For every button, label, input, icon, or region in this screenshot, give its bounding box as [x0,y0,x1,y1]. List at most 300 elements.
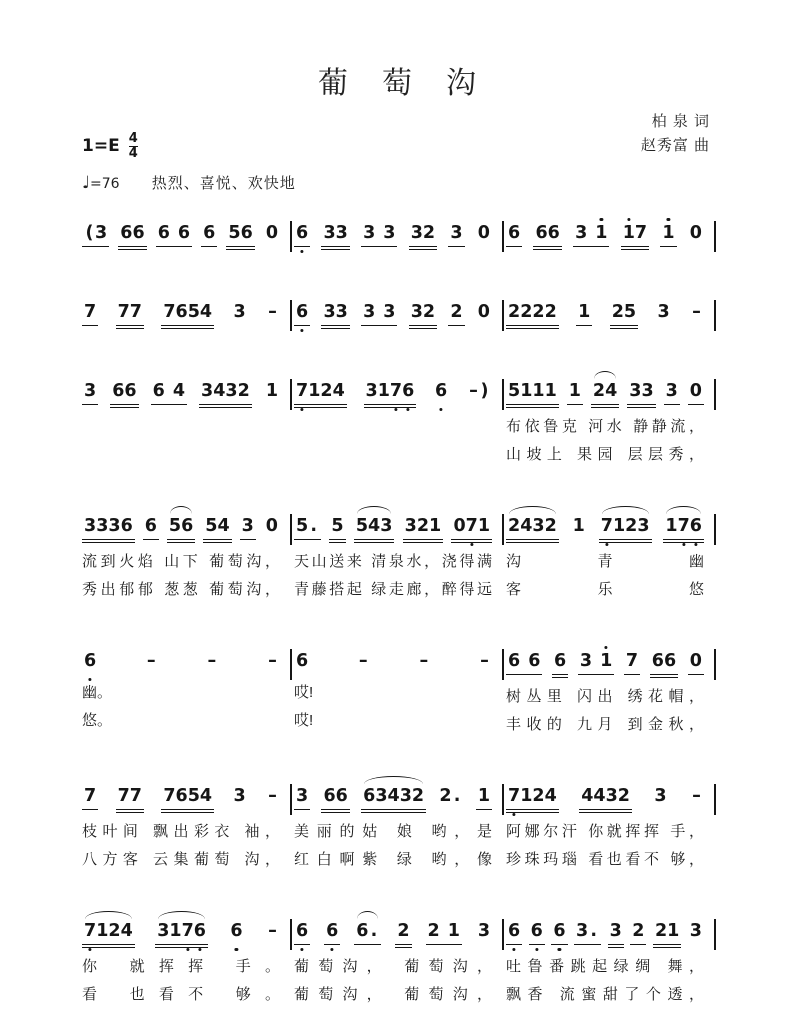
note-group [264,515,280,539]
note: 7 [677,516,690,536]
measure [80,906,290,1009]
barline [714,784,716,815]
note: 6 [435,381,448,401]
note: 2 [439,786,452,806]
note-group [82,920,135,948]
note: 1 [568,381,581,401]
note-group [228,920,244,944]
system-line-3 [80,366,716,469]
note-group [110,380,138,408]
note-group [231,785,247,809]
note-group [204,650,219,674]
measure [80,501,290,604]
note-group [621,222,649,250]
note-group [506,650,542,675]
note: 4 [213,381,226,401]
note: 3 [84,381,97,401]
note: 6 [175,786,188,806]
note-group [506,785,559,813]
note-group [82,785,98,810]
note-group [82,380,98,405]
note-group [627,380,655,408]
measure [292,208,502,255]
note: . [590,921,597,941]
measure [80,287,290,334]
note: 5 [187,302,200,322]
note-group [240,515,256,540]
note: 6 [296,223,309,243]
note: 4 [520,516,533,536]
lyric-line: 丰收的 九月 到金秋， [506,716,704,733]
note: 7 [129,786,142,806]
note-group [203,515,231,543]
note-group [451,515,492,543]
note: 7 [84,786,97,806]
note: 7 [163,302,176,322]
note: 6 [175,302,188,322]
note: 7 [84,921,97,941]
lyric-line: 阿娜尔汗 你就挥挥 手， [506,823,704,840]
note-group [630,920,646,945]
note: 3 [605,786,618,806]
dash-note: – [268,921,277,941]
note-group [403,515,444,543]
lyricist-credit: 柏 泉 词 [651,113,710,130]
note: 2 [617,786,630,806]
note-group [265,301,280,325]
barline [714,379,716,410]
notes-row [80,287,290,334]
note-group [624,650,640,675]
meter-numerator: 4 [128,131,138,146]
note: 1 [520,786,533,806]
note-group [82,650,98,674]
note: 6 [689,516,702,536]
note: 3 [323,302,336,322]
notes-row [504,906,714,953]
note-group [199,380,252,408]
notes-row [80,208,290,255]
note: 7 [389,381,403,401]
note: 3 [532,516,545,536]
note-group [294,301,310,326]
note: 4 [387,786,400,806]
note: 3 [335,302,348,322]
note-group [608,920,624,948]
note-group [143,515,159,540]
rest-note: 0 [477,302,490,322]
note-group [466,380,492,404]
note: 3 [96,516,109,536]
lyric-line: 珍珠玛瑙 看也看不 够， [506,851,704,868]
dash-note: – [207,651,217,671]
note: 4 [544,786,557,806]
rest-note: 0 [453,516,466,536]
note: 3 [375,786,388,806]
note-group [82,222,109,247]
notes-row [292,366,502,413]
note-group [574,920,601,945]
lyric-line: 红白啊紫 绿 哟，像 [294,851,492,868]
note: 1 [595,223,608,243]
note: 3 [641,381,654,401]
note-group [576,301,592,326]
note: 1 [667,921,680,941]
note: 3 [579,651,593,671]
note: 3 [335,223,348,243]
note: 3 [241,516,254,536]
note: 4 [605,381,618,401]
note: 6 [296,921,309,941]
note-group [294,380,347,408]
note-group [321,785,349,813]
note-group [144,650,159,674]
note-group [151,380,187,405]
note-group [689,301,704,325]
dash-note: – [268,651,277,671]
note: 6 [112,381,125,401]
lyric-line: 八方客 云集葡萄 沟， [82,851,280,868]
note: 3 [399,786,412,806]
note-group [506,222,522,247]
note: 2 [237,381,250,401]
note-group [321,301,349,329]
lyric-line: 吐鲁番跳起绿绸 舞， [506,958,704,975]
note-group [571,515,587,539]
note: 7 [634,223,648,243]
note: 6 [335,786,348,806]
note: 3 [233,786,246,806]
note: 6 [530,921,543,941]
note: 4 [368,516,381,536]
notes-row [292,636,502,679]
note: 1 [612,516,626,536]
note: 5 [168,516,182,536]
note-group [476,301,492,325]
measure [504,208,714,255]
note: 4 [581,786,594,806]
note-group [118,222,146,250]
note-group [329,515,345,543]
note-group [321,222,349,250]
note: 6 [663,651,677,671]
tempo-marking [82,172,296,193]
note: 1 [578,302,591,322]
notes-row [292,906,502,953]
note: 6 [508,223,521,243]
note-group [155,920,208,948]
lyric-line: 布依鲁克 河水 静静流， [506,418,704,435]
notes-row [504,636,714,683]
dash-note: – [268,786,277,806]
note-group [116,301,144,329]
note: 3 [84,516,97,536]
note: 2 [544,516,557,536]
note: 7 [84,302,97,322]
rest-note: 0 [477,223,490,243]
note-group [664,380,680,405]
note: 2 [654,921,668,941]
barline [714,649,716,680]
note-group [294,920,310,945]
note: 3 [629,381,642,401]
note-group [201,222,217,247]
note: 6 [296,302,309,322]
notes-row [504,771,714,818]
note-group [361,301,397,326]
measure [80,771,290,874]
note: 3 [108,516,121,536]
note: 6 [528,651,541,671]
note-group [324,920,340,945]
note-group [506,515,559,543]
note-group [161,301,214,329]
lyric-line: 枝叶间 飘出彩衣 袖， [82,823,280,840]
note-group [294,650,310,674]
note: 1 [532,381,545,401]
note: 1 [665,516,678,536]
notes-row [504,366,714,413]
note: 1 [169,921,182,941]
note-group [409,301,437,329]
note: 7 [129,302,142,322]
note-group [655,301,671,325]
lyric-line [292,413,502,441]
lyric-line: 飘香 流蜜甜了个透， [506,986,704,1003]
note: 3 [450,223,463,243]
note-group [578,650,614,675]
note-group [226,222,254,250]
lyric-line: 葡萄沟， 葡萄沟， [294,986,492,1003]
note: 3 [689,921,702,941]
note: 3 [380,516,393,536]
measure [504,771,714,874]
note-group [448,301,464,326]
lyric-line: 哎! [294,712,314,729]
note: 6 [177,223,191,243]
note: 4 [199,302,213,322]
note: 5 [331,516,344,536]
note: 3 [654,786,667,806]
note: 2 [520,302,533,322]
note: 3 [95,223,108,243]
note-group [356,650,371,674]
note: 1 [377,381,390,401]
note-group [433,380,449,404]
note-group [294,222,310,247]
measure [504,366,714,469]
note: 2 [544,302,557,322]
notes-row [292,287,502,334]
note: 6 [326,921,339,941]
note: ( [85,223,94,243]
note-group [361,785,426,813]
note: 2 [532,786,545,806]
note-group [476,920,492,944]
note: 5 [187,786,200,806]
quarter-note-icon: ♩ [82,173,91,193]
time-signature [129,132,138,160]
dash-note: – [268,302,277,322]
note: 6 [120,223,133,243]
note-group [688,650,704,675]
note: 3 [383,223,396,243]
lyric-line: 天山送来 清泉水，浇得满 [294,553,492,570]
note: 2 [450,302,463,322]
system-line-4 [80,501,716,604]
note: 4 [172,381,185,401]
note: 6 [240,223,253,243]
note: 5 [296,516,309,536]
score [80,208,716,1009]
dash-note: – [469,381,478,401]
note: 6 [508,921,521,941]
note: 6 [508,651,521,671]
note: 6 [132,223,145,243]
note: ) [480,381,489,401]
note: 6 [547,223,560,243]
note: 7 [296,381,309,401]
note: 4 [593,786,606,806]
note-group [533,222,561,250]
note: 6 [120,516,133,536]
note-group [231,301,247,325]
system-line-1 [80,208,716,255]
note-group [354,515,395,543]
note-group [477,650,492,674]
measure [292,366,502,469]
note: 1 [622,223,635,243]
notes-row [292,208,502,255]
note: 6 [323,786,336,806]
system-line-5 [80,636,716,739]
measure [292,636,502,739]
dash-note: – [692,786,701,806]
measure [292,287,502,334]
note-group [599,515,652,543]
measure [504,287,714,334]
note-group [551,920,567,945]
note: 1 [96,921,109,941]
note: 5 [508,381,521,401]
notes-row [504,208,714,255]
note-group [161,785,214,813]
note-group [506,380,559,408]
note: 4 [120,921,133,941]
note: 2 [320,381,333,401]
note-group [82,515,135,543]
lyric-line: 你 就挥挥 手。 [82,958,280,975]
lyric-line: 沟 青 幽 [506,553,704,570]
song-title: 葡 萄 沟 [318,67,478,100]
note: 6 [363,786,376,806]
note: 3 [296,786,309,806]
note-group [167,515,195,543]
note-group [552,650,568,678]
note-group [688,380,704,405]
note: 3 [410,223,423,243]
note: 1 [572,516,585,536]
lyric-line: 看 也看不 够。 [82,986,280,1003]
note: 1 [308,381,321,401]
system-line-2 [80,287,716,334]
note-group [116,785,144,813]
note-group [294,515,321,540]
lyric-line [80,441,290,469]
note: 2 [411,786,425,806]
note-group [476,222,492,246]
note: 2 [508,516,521,536]
note: 2 [427,921,440,941]
note: 7 [508,786,521,806]
note-group [506,301,559,329]
note: 2 [632,921,645,941]
note: 3 [410,302,423,322]
note-group [264,222,280,246]
rest-note: 0 [689,651,702,671]
note-group [426,920,462,945]
note: 6 [144,516,157,536]
note: 6 [651,651,664,671]
lyric-line: 哎! [294,684,314,701]
note-group [579,785,632,813]
measure [80,366,290,469]
note: 6 [157,223,170,243]
notes-row [504,287,714,334]
note: 2 [422,302,436,322]
note: 2 [625,516,638,536]
lyric-line: 美丽的姑 娘 哟，是 [294,823,492,840]
note: 3 [157,921,170,941]
note-group [688,222,704,246]
note: 3 [575,223,588,243]
note: 6 [554,651,567,671]
note: 2 [611,302,624,322]
note: 2 [422,223,436,243]
meter-denominator: 4 [128,145,138,161]
note: 4 [217,516,230,536]
note: 3 [657,302,670,322]
note-group [476,785,492,810]
note: 7 [600,516,613,536]
measure [292,906,502,1009]
note-group [294,785,310,810]
barline [714,919,716,950]
lyric-line: 树丛里 闪出 绣花帽， [506,688,704,705]
note: 1 [544,381,557,401]
note: . [370,921,378,941]
notes-row [80,906,290,953]
note: 3 [575,921,589,941]
note: 3 [323,223,336,243]
measure [504,636,714,739]
rest-note: 0 [265,516,278,536]
note: 5 [228,223,241,243]
lyric-line: 流到火焰 山下 葡萄沟， [82,553,280,570]
note: 3 [225,381,238,401]
key-value: 1=E [82,136,120,157]
dash-note: – [692,302,701,322]
note: 6 [84,651,97,671]
note-group [529,920,545,945]
lyric-line: 幽。 [82,684,113,701]
note-group [156,222,192,247]
note: 1 [477,516,490,536]
note-group [265,785,280,809]
note: 7 [465,516,478,536]
note: 6 [535,223,548,243]
note-group [395,920,411,948]
